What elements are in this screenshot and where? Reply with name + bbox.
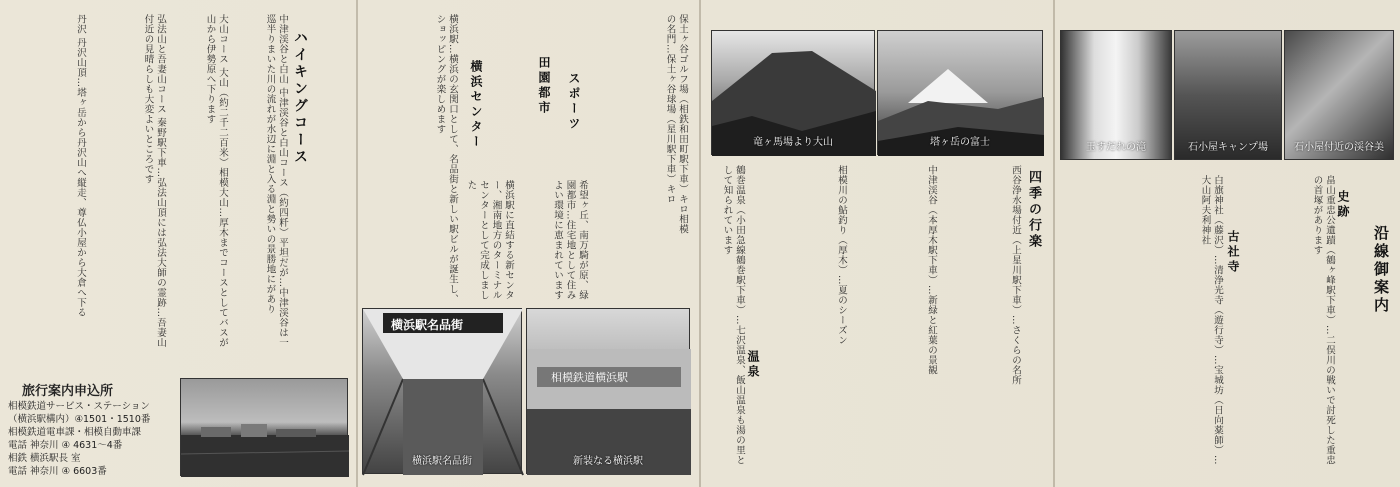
camp-photo bbox=[1174, 30, 1282, 160]
photo-caption: 横浜駅名品街 bbox=[412, 456, 472, 467]
fuji-photo bbox=[877, 30, 1043, 155]
meihingai-drawing bbox=[363, 309, 523, 475]
season-text-2: 中津渓谷（本厚木駅下車）…新緑と紅葉の景観 bbox=[926, 165, 937, 375]
station-photo bbox=[526, 308, 690, 474]
travel-line: 相鉄 横浜駅長 室 bbox=[8, 453, 81, 464]
travel-line: （横浜駅構内）④1501・1510番 bbox=[8, 414, 151, 425]
photo-caption: 石小屋キャンプ場 bbox=[1188, 142, 1268, 153]
meihingai-photo bbox=[362, 308, 522, 474]
guide-title: 沿線御案内 bbox=[1372, 225, 1390, 315]
hiking-text-4: 丹沢 丹沢山頂…塔ヶ岳から丹沢山へ縦走、尊仏小屋から大倉へ下る bbox=[75, 14, 86, 318]
meihingai-sign: 横浜駅名品街 bbox=[391, 318, 464, 332]
season-text-1: 西谷浄水場付近（上星川駅下車）…さくらの名所 bbox=[1010, 165, 1021, 385]
history-text: 畠山重忠公遺蹟（鶴ヶ峰駅下車）…二俣川の戦いで討死した重忠の首塚があります bbox=[1311, 175, 1335, 465]
temple-title: 古社寺 bbox=[1226, 230, 1240, 275]
oyama-photo bbox=[711, 30, 875, 155]
hiking-text-2: 大山コース 大山（約二千二百米）相模大山…厚木までコースとしてバスが山から伊勢原へ下ります bbox=[204, 14, 228, 348]
history-title: 史跡 bbox=[1336, 190, 1350, 220]
sports-title: スポーツ bbox=[567, 72, 581, 132]
photo-caption: 石小屋付近の渓谷美 bbox=[1294, 142, 1384, 153]
photo-caption: 塔ヶ岳の富士 bbox=[930, 137, 990, 148]
travel-line: 相模鉄道電車課・相模自動車課 bbox=[8, 427, 142, 438]
onsen-text: 鶴巻温泉（小田急線鶴巻駅下車）…七沢温泉、飯山温泉も湯の里として知られています bbox=[721, 165, 745, 465]
station-drawing bbox=[527, 309, 691, 475]
photo-caption: 玉すだれの滝 bbox=[1086, 142, 1146, 153]
hiking-text-1: 中津渓谷と白山 中津渓谷と白山コース（約四粁）平坦だが…中津渓谷は一巡半りまいた川の流れが水辺に淵と入る淵と勢いの景勝地にがあり bbox=[264, 14, 288, 348]
panel-hiking bbox=[0, 0, 355, 487]
season-title: 四季の行楽 bbox=[1026, 170, 1041, 250]
intro-text: 横浜駅…横浜の玄関口として、名品街と新しい駅ビルが誕生し、ショッピングが楽しめます bbox=[434, 14, 458, 304]
center-title: 横浜センター bbox=[469, 60, 483, 150]
onsen-title: 温泉 bbox=[746, 350, 760, 380]
travel-line: 電話 神奈川 ④ 6603番 bbox=[8, 466, 107, 477]
travel-line: 電話 神奈川 ④ 4631〜4番 bbox=[8, 440, 123, 451]
travel-title: 旅行案内申込所 bbox=[22, 384, 114, 399]
park-title: 田園都市 bbox=[537, 56, 551, 116]
hiking-text-3: 弘法山と吾妻山コース 秦野駅下車…弘法山頂には弘法大師の霊跡…吾妻山付近の見晴らしも大変よいところです bbox=[142, 14, 166, 348]
center-text: 横浜駅に直結する新センター、湘南地方のターミナルセンターとして完成しました bbox=[465, 180, 514, 300]
landscape-drawing bbox=[181, 379, 349, 477]
hiking-title: ハイキングコース bbox=[292, 30, 308, 166]
photo-caption: 新装なる横浜駅 bbox=[573, 456, 643, 467]
waterfall-photo bbox=[1060, 30, 1172, 160]
photo-caption: 竜ヶ馬場より大山 bbox=[753, 137, 833, 148]
panel-seasons bbox=[701, 0, 1051, 487]
landscape-photo bbox=[180, 378, 348, 476]
season-text-3: 相模川の鮎釣り（厚木）…夏のシーズン bbox=[836, 165, 847, 345]
station-sign: 相模鉄道横浜駅 bbox=[551, 371, 628, 384]
panel-sports bbox=[358, 0, 698, 487]
panel-guide bbox=[1055, 0, 1400, 487]
sports-text: 保土ヶ谷ゴルフ場（相鉄和田町駅下車）キロ相模の名門…保土ヶ谷球場（星川駅下車）キロ bbox=[664, 14, 688, 234]
travel-lines bbox=[8, 400, 180, 478]
temple-text: 白旗神社（藤沢）…清浄光寺（遊行寺）…宝城坊（日向薬師）…大山阿夫利神社 bbox=[1199, 175, 1223, 465]
travel-line: 相模鉄道サービス・ステーション bbox=[8, 401, 150, 412]
park-text: 希望ヶ丘、南万騎が原、緑園都市…住宅地として住みよい環境に恵まれています bbox=[552, 180, 588, 300]
valley-photo bbox=[1284, 30, 1394, 160]
